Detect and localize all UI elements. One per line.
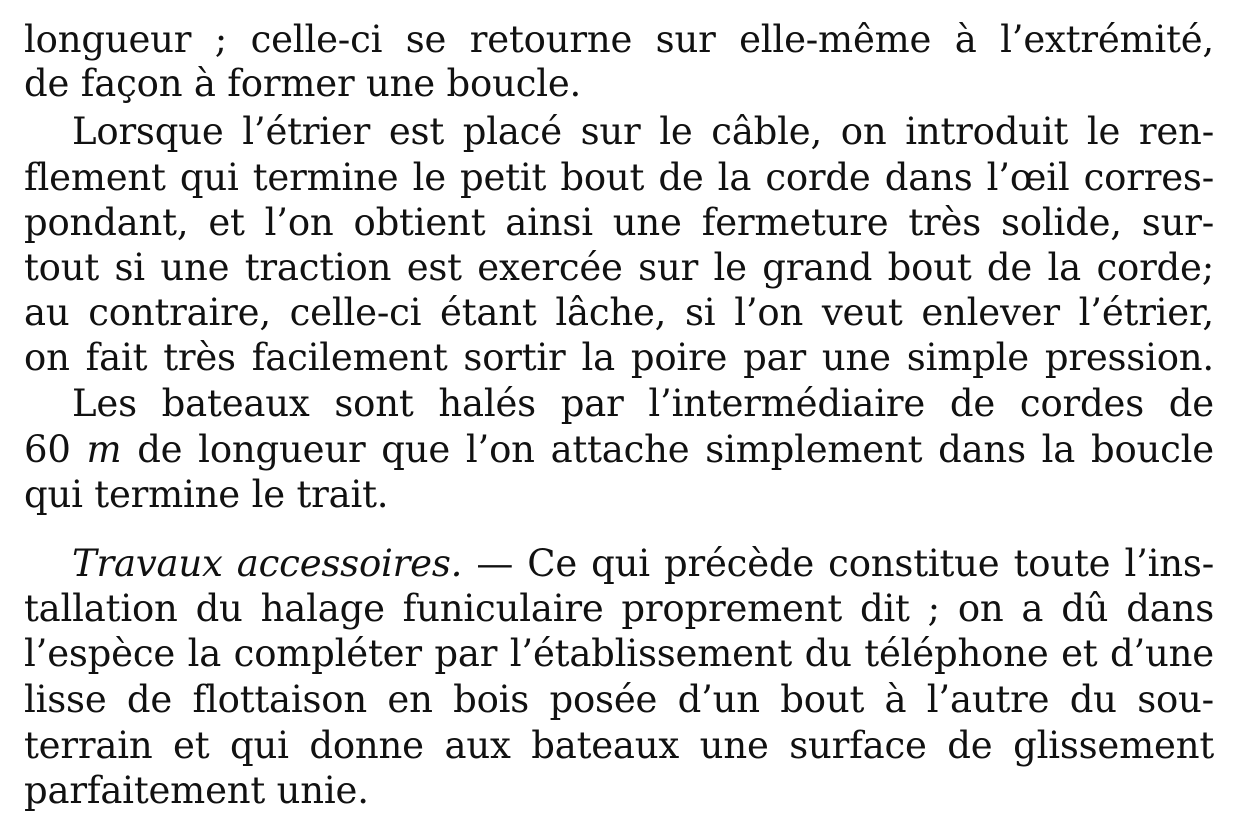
text-line: longueur ; celle-ci se retourne sur elle-même à l’extrémité, [24,18,1214,61]
text-line: qui termine le trait. [24,473,389,516]
text-line: 60 m de longueur que l’on attache simplement dans la boucle [24,428,1214,471]
text-line: lisse de flottaison en bois posée d’un bout à l’autre du sou- [24,678,1214,721]
text-line: parfaitement unie. [24,769,369,812]
section-first-line-text: — Ce qui précède constitue toute l’ins- [462,542,1214,585]
text-line: de façon à former une boucle. [24,62,582,105]
text-line: on fait très facilement sortir la poire par une simple pression. [24,336,1214,379]
text-line: l’espèce la compléter par l’établissement du téléphone et d’une [24,632,1214,675]
section-first-line [72,542,1214,586]
paragraph-first-line: Les bateaux sont halés par l’intermédiaire de cordes de [72,382,1214,425]
text-line: tout si une traction est exercée sur le grand bout de la corde; [24,246,1214,289]
paragraph-first-line: Lorsque l’étrier est placé sur le câble, on introduit le ren- [72,110,1214,153]
unit-italic: m [86,428,122,471]
section-heading: Travaux accessoires. [72,542,463,585]
text-line: terrain et qui donne aux bateaux une surface de glissement [24,724,1214,767]
text-line: tallation du halage funiculaire proprement dit ; on a dû dans [24,587,1214,630]
text-line: pondant, et l’on obtient ainsi une fermeture très solide, sur- [24,201,1214,244]
text-line: au contraire, celle-ci étant lâche, si l’on veut enlever l’étrier, [24,291,1214,334]
text-line: flement qui termine le petit bout de la corde dans l’œil corres- [24,156,1214,199]
